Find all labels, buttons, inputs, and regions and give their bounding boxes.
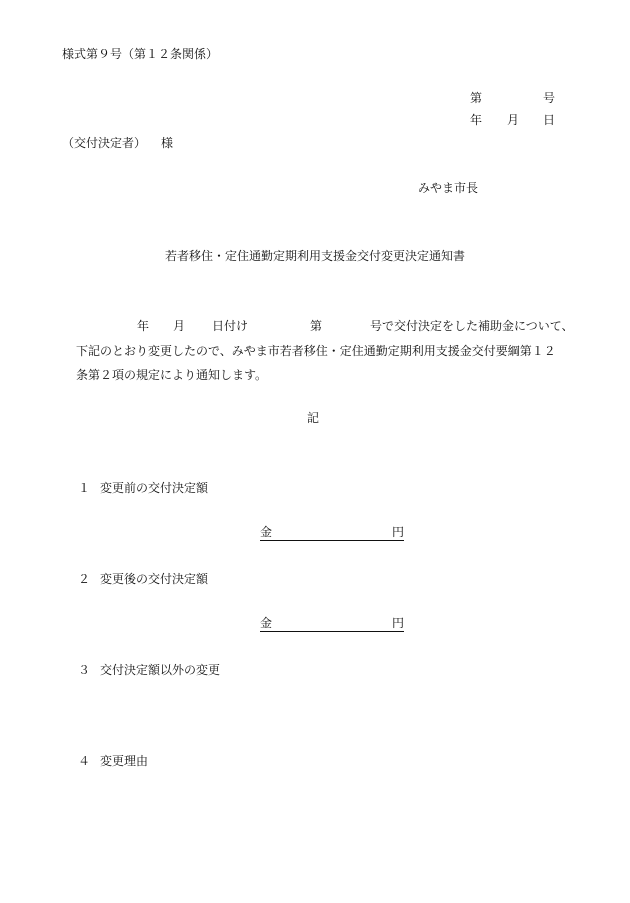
doc-number-suffix: 号 (543, 91, 556, 105)
item-number: １ (78, 481, 91, 495)
item-label: 変更理由 (100, 754, 149, 768)
document-title: 若者移住・定住通勤定期利用支援金交付変更決定通知書 (164, 249, 465, 263)
item-1 (78, 480, 208, 496)
date-year-label: 年 (470, 113, 483, 127)
issuer: みやま市長 (418, 181, 479, 195)
form-label: 様式第９号（第１２条関係） (62, 47, 219, 61)
body-dated-label: 日付け (212, 319, 249, 333)
item-4 (78, 753, 148, 769)
item-label: 変更後の交付決定額 (100, 572, 209, 586)
amount-suffix: 円 (391, 525, 404, 539)
date-day-label: 日 (543, 113, 556, 127)
item-label: 変更前の交付決定額 (100, 481, 209, 495)
body-line3: 条第２項の規定により通知します。 (76, 368, 268, 382)
item-3 (78, 662, 220, 678)
item-label: 交付決定額以外の変更 (100, 663, 221, 677)
item-number: ２ (78, 572, 91, 586)
item-number: ４ (78, 754, 91, 768)
ki-heading: 記 (307, 411, 320, 425)
body-month-label: 月 (173, 319, 186, 333)
body-line2: 下記のとおり変更したので、みやま市若者移住・定住通勤定期利用支援金交付要綱第１２ (76, 344, 556, 358)
recipient-label: （交付決定者） (62, 136, 147, 150)
doc-number-prefix: 第 (470, 91, 483, 105)
amount-prefix: 金 (260, 616, 273, 630)
amount-field-after[interactable] (260, 615, 404, 632)
body-number-prefix: 第 (310, 319, 323, 333)
item-number: ３ (78, 663, 91, 677)
amount-field-before[interactable] (260, 524, 404, 541)
date-month-label: 月 (507, 113, 520, 127)
amount-prefix: 金 (260, 525, 273, 539)
recipient-honorific: 様 (161, 136, 174, 150)
body-line1-rest: 号で交付決定をした補助金について、 (370, 319, 574, 333)
body-year-label: 年 (137, 319, 150, 333)
amount-suffix: 円 (391, 616, 404, 630)
item-2 (78, 571, 208, 587)
